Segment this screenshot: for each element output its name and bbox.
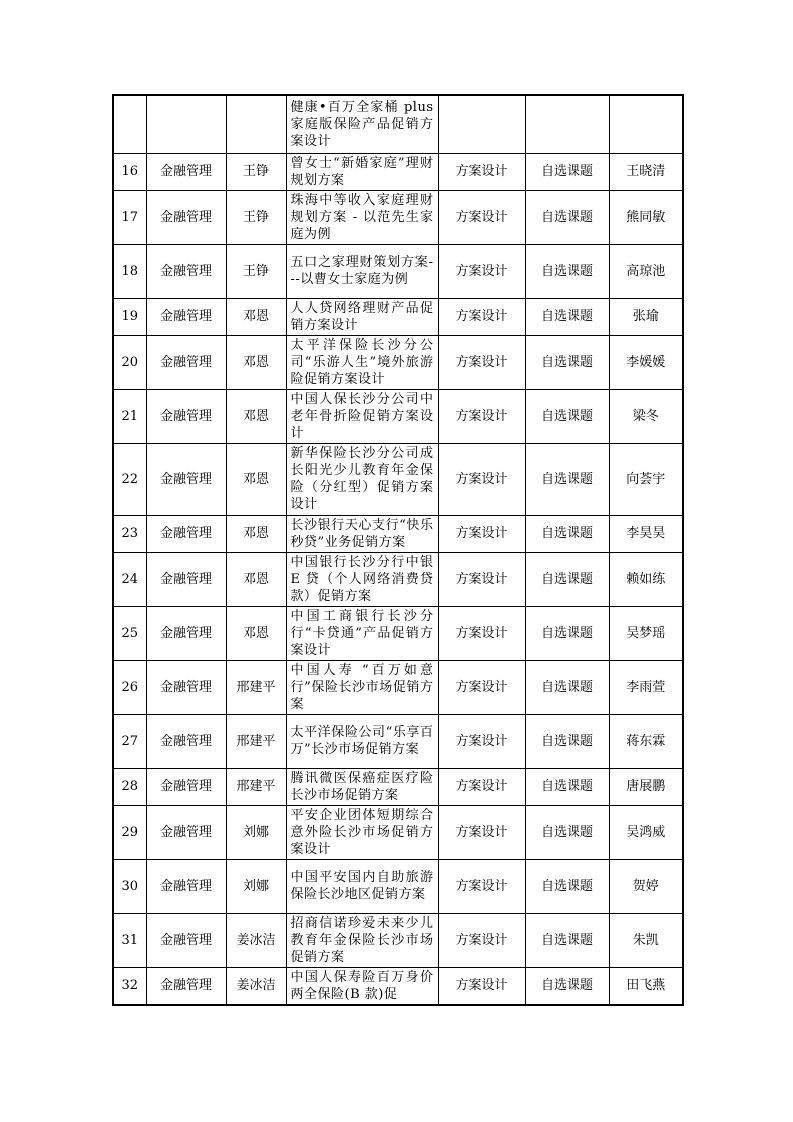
cell-advisor: 邓恩 <box>226 389 286 443</box>
cell-topic-title: 腾讯微医保癌症医疗险长沙市场促销方案 <box>286 768 438 805</box>
cell-topic-type: 方案设计 <box>438 552 525 606</box>
cell-topic-title: 五口之家理财策划方案---以曹女士家庭为例 <box>286 244 438 298</box>
table-row <box>113 768 683 805</box>
cell-topic-source: 自选课题 <box>525 298 609 335</box>
cell-topic-source <box>525 95 609 153</box>
cell-student: 向荟宇 <box>609 443 683 515</box>
cell-advisor: 邓恩 <box>226 335 286 389</box>
cell-topic-source: 自选课题 <box>525 805 609 859</box>
cell-major: 金融管理 <box>146 660 226 714</box>
cell-topic-title: 新华保险长沙分公司成长阳光少儿教育年金保险（分红型）促销方案设计 <box>286 443 438 515</box>
cell-topic-type: 方案设计 <box>438 768 525 805</box>
cell-number: 19 <box>113 298 146 335</box>
cell-student: 梁冬 <box>609 389 683 443</box>
cell-topic-title: 人人贷网络理财产品促销方案设计 <box>286 298 438 335</box>
cell-topic-type: 方案设计 <box>438 335 525 389</box>
table-row <box>113 244 683 298</box>
cell-major: 金融管理 <box>146 606 226 660</box>
cell-number: 30 <box>113 859 146 913</box>
cell-topic-type: 方案设计 <box>438 805 525 859</box>
cell-topic-type: 方案设计 <box>438 913 525 967</box>
cell-topic-type: 方案设计 <box>438 153 525 190</box>
table-row <box>113 389 683 443</box>
cell-topic-title: 中国工商银行长沙分行“卡贷通”产品促销方案设计 <box>286 606 438 660</box>
cell-topic-type: 方案设计 <box>438 244 525 298</box>
cell-major: 金融管理 <box>146 515 226 552</box>
cell-topic-type: 方案设计 <box>438 389 525 443</box>
table-row <box>113 95 683 153</box>
cell-topic-type: 方案设计 <box>438 714 525 768</box>
cell-advisor: 邓恩 <box>226 515 286 552</box>
cell-topic-source: 自选课题 <box>525 967 609 1005</box>
table-row <box>113 443 683 515</box>
cell-topic-type: 方案设计 <box>438 298 525 335</box>
cell-topic-source: 自选课题 <box>525 335 609 389</box>
cell-topic-type: 方案设计 <box>438 606 525 660</box>
cell-topic-title: 中国人寿 “百万如意行”保险长沙市场促销方案 <box>286 660 438 714</box>
cell-major: 金融管理 <box>146 443 226 515</box>
cell-topic-source: 自选课题 <box>525 244 609 298</box>
cell-major: 金融管理 <box>146 389 226 443</box>
cell-topic-title: 平安企业团体短期综合意外险长沙市场促销方案设计 <box>286 805 438 859</box>
table-row <box>113 153 683 190</box>
table-row <box>113 606 683 660</box>
cell-student: 朱凯 <box>609 913 683 967</box>
cell-advisor: 邢建平 <box>226 768 286 805</box>
cell-advisor: 姜冰洁 <box>226 967 286 1005</box>
cell-topic-type: 方案设计 <box>438 660 525 714</box>
table-row <box>113 298 683 335</box>
table-row <box>113 913 683 967</box>
cell-advisor <box>226 95 286 153</box>
cell-advisor: 邓恩 <box>226 298 286 335</box>
cell-advisor: 姜冰洁 <box>226 913 286 967</box>
cell-topic-source: 自选课题 <box>525 389 609 443</box>
cell-topic-source: 自选课题 <box>525 660 609 714</box>
cell-advisor: 邢建平 <box>226 660 286 714</box>
cell-topic-title: 珠海中等收入家庭理财规划方案 - 以范先生家庭为例 <box>286 190 438 244</box>
cell-student: 贺婷 <box>609 859 683 913</box>
cell-topic-type: 方案设计 <box>438 859 525 913</box>
cell-topic-source: 自选课题 <box>525 515 609 552</box>
table-row <box>113 515 683 552</box>
cell-number: 28 <box>113 768 146 805</box>
cell-student: 蒋东霖 <box>609 714 683 768</box>
cell-student: 吴梦瑶 <box>609 606 683 660</box>
cell-student: 唐展鹏 <box>609 768 683 805</box>
cell-topic-source: 自选课题 <box>525 190 609 244</box>
topic-table-body <box>113 95 683 1005</box>
cell-topic-source: 自选课题 <box>525 552 609 606</box>
cell-student: 李媛媛 <box>609 335 683 389</box>
cell-number: 29 <box>113 805 146 859</box>
cell-topic-source: 自选课题 <box>525 714 609 768</box>
cell-topic-title: 长沙银行天心支行“快乐秒贷”业务促销方案 <box>286 515 438 552</box>
table-row <box>113 967 683 1005</box>
cell-topic-title: 太平洋保险长沙分公司“乐游人生”境外旅游险促销方案设计 <box>286 335 438 389</box>
cell-major <box>146 95 226 153</box>
cell-major: 金融管理 <box>146 298 226 335</box>
table-row <box>113 190 683 244</box>
cell-student: 高琼池 <box>609 244 683 298</box>
cell-number: 24 <box>113 552 146 606</box>
cell-number: 27 <box>113 714 146 768</box>
cell-number: 22 <box>113 443 146 515</box>
cell-major: 金融管理 <box>146 859 226 913</box>
cell-advisor: 刘娜 <box>226 859 286 913</box>
cell-advisor: 邓恩 <box>226 552 286 606</box>
cell-number: 18 <box>113 244 146 298</box>
cell-major: 金融管理 <box>146 335 226 389</box>
cell-advisor: 王铮 <box>226 244 286 298</box>
cell-number <box>113 95 146 153</box>
cell-advisor: 邓恩 <box>226 443 286 515</box>
cell-major: 金融管理 <box>146 714 226 768</box>
cell-topic-source: 自选课题 <box>525 606 609 660</box>
cell-topic-title: 中国人保长沙分公司中老年骨折险促销方案设计 <box>286 389 438 443</box>
cell-number: 32 <box>113 967 146 1005</box>
cell-student: 王晓清 <box>609 153 683 190</box>
table-row <box>113 859 683 913</box>
table-row <box>113 805 683 859</box>
cell-student: 赖如练 <box>609 552 683 606</box>
cell-topic-type: 方案设计 <box>438 190 525 244</box>
cell-advisor: 邓恩 <box>226 606 286 660</box>
cell-topic-title: 太平洋保险公司“乐享百万”长沙市场促销方案 <box>286 714 438 768</box>
cell-number: 20 <box>113 335 146 389</box>
cell-major: 金融管理 <box>146 190 226 244</box>
cell-number: 17 <box>113 190 146 244</box>
cell-number: 31 <box>113 913 146 967</box>
cell-advisor: 刘娜 <box>226 805 286 859</box>
table-row <box>113 714 683 768</box>
cell-topic-source: 自选课题 <box>525 913 609 967</box>
table-row <box>113 335 683 389</box>
cell-advisor: 邢建平 <box>226 714 286 768</box>
cell-number: 16 <box>113 153 146 190</box>
cell-topic-source: 自选课题 <box>525 443 609 515</box>
table-row <box>113 660 683 714</box>
cell-major: 金融管理 <box>146 805 226 859</box>
cell-number: 26 <box>113 660 146 714</box>
cell-major: 金融管理 <box>146 153 226 190</box>
cell-student: 熊同敏 <box>609 190 683 244</box>
cell-topic-source: 自选课题 <box>525 153 609 190</box>
cell-student: 吴鸿威 <box>609 805 683 859</box>
cell-topic-type <box>438 95 525 153</box>
table-row <box>113 552 683 606</box>
cell-topic-title: 健康•百万全家桶 plus 家庭版保险产品促销方案设计 <box>286 95 438 153</box>
cell-student: 张瑜 <box>609 298 683 335</box>
cell-topic-type: 方案设计 <box>438 967 525 1005</box>
cell-major: 金融管理 <box>146 967 226 1005</box>
cell-topic-source: 自选课题 <box>525 768 609 805</box>
cell-advisor: 王铮 <box>226 153 286 190</box>
cell-topic-source: 自选课题 <box>525 859 609 913</box>
cell-major: 金融管理 <box>146 768 226 805</box>
cell-major: 金融管理 <box>146 244 226 298</box>
cell-number: 23 <box>113 515 146 552</box>
cell-topic-type: 方案设计 <box>438 515 525 552</box>
cell-number: 21 <box>113 389 146 443</box>
cell-topic-title: 曾女士“新婚家庭”理财规划方案 <box>286 153 438 190</box>
cell-major: 金融管理 <box>146 913 226 967</box>
cell-student: 李雨萱 <box>609 660 683 714</box>
cell-topic-title: 中国平安国内自助旅游保险长沙地区促销方案 <box>286 859 438 913</box>
cell-student: 田飞燕 <box>609 967 683 1005</box>
cell-student <box>609 95 683 153</box>
cell-student: 李昊昊 <box>609 515 683 552</box>
cell-number: 25 <box>113 606 146 660</box>
cell-topic-title: 招商信诺珍爱未来少儿教育年金保险长沙市场促销方案 <box>286 913 438 967</box>
cell-topic-title: 中国人保寿险百万身价两全保险(B 款)促 <box>286 967 438 1005</box>
cell-advisor: 王铮 <box>226 190 286 244</box>
cell-major: 金融管理 <box>146 552 226 606</box>
topic-table <box>112 94 684 1006</box>
cell-topic-title: 中国银行长沙分行中银 E 贷（个人网络消费贷款）促销方案 <box>286 552 438 606</box>
cell-topic-type: 方案设计 <box>438 443 525 515</box>
